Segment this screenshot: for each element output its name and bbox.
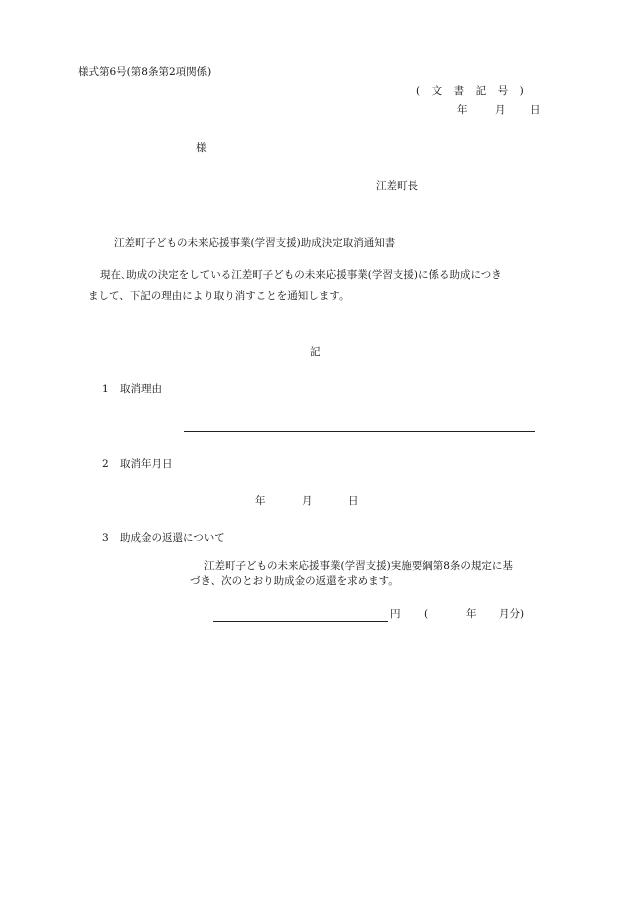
refund-paren-open: ( xyxy=(424,608,429,620)
refund-yen: 円 xyxy=(390,608,401,620)
item-1-label: 取消理由 xyxy=(120,383,162,395)
item-3-label: 助成金の返還について xyxy=(120,532,225,544)
issuer: 江差町長 xyxy=(376,180,418,192)
cancel-date-day: 日 xyxy=(348,495,359,507)
item-2-number: 2 xyxy=(102,458,109,470)
document-code: ( 文 書 記 号 ) xyxy=(416,85,525,97)
item-2-label: 取消年月日 xyxy=(120,458,173,470)
body-line-1: 現在､助成の決定をしている江差町子どもの未来応援事業(学習支援)に係る助成につき xyxy=(100,269,502,281)
document-title: 江差町子どもの未来応援事業(学習支援)助成決定取消通知書 xyxy=(114,237,396,249)
cancel-date-year: 年 xyxy=(255,495,266,507)
body-line-2: まして、下記の理由により取り消すことを通知します。 xyxy=(88,290,350,302)
date-month: 月 xyxy=(495,104,506,116)
recipient-suffix: 様 xyxy=(196,142,207,154)
item-3-number: 3 xyxy=(102,532,109,544)
form-number: 様式第6号(第8条第2項関係) xyxy=(78,66,212,78)
refund-year: 年 xyxy=(466,608,477,620)
refund-amount-underline xyxy=(213,621,388,622)
item-1-number: 1 xyxy=(102,383,109,395)
date-day: 日 xyxy=(530,104,541,116)
refund-text-line-2: づき、次のとおり助成金の返還を求めます。 xyxy=(190,575,399,587)
ki-heading: 記 xyxy=(310,346,321,358)
reason-underline xyxy=(184,431,535,432)
refund-text-line-1: 江差町子どもの未来応援事業(学習支援)実施要綱第8条の規定に基 xyxy=(204,560,513,572)
date-year: 年 xyxy=(457,104,468,116)
cancel-date-month: 月 xyxy=(302,495,313,507)
refund-month-portion: 月分) xyxy=(499,608,525,620)
